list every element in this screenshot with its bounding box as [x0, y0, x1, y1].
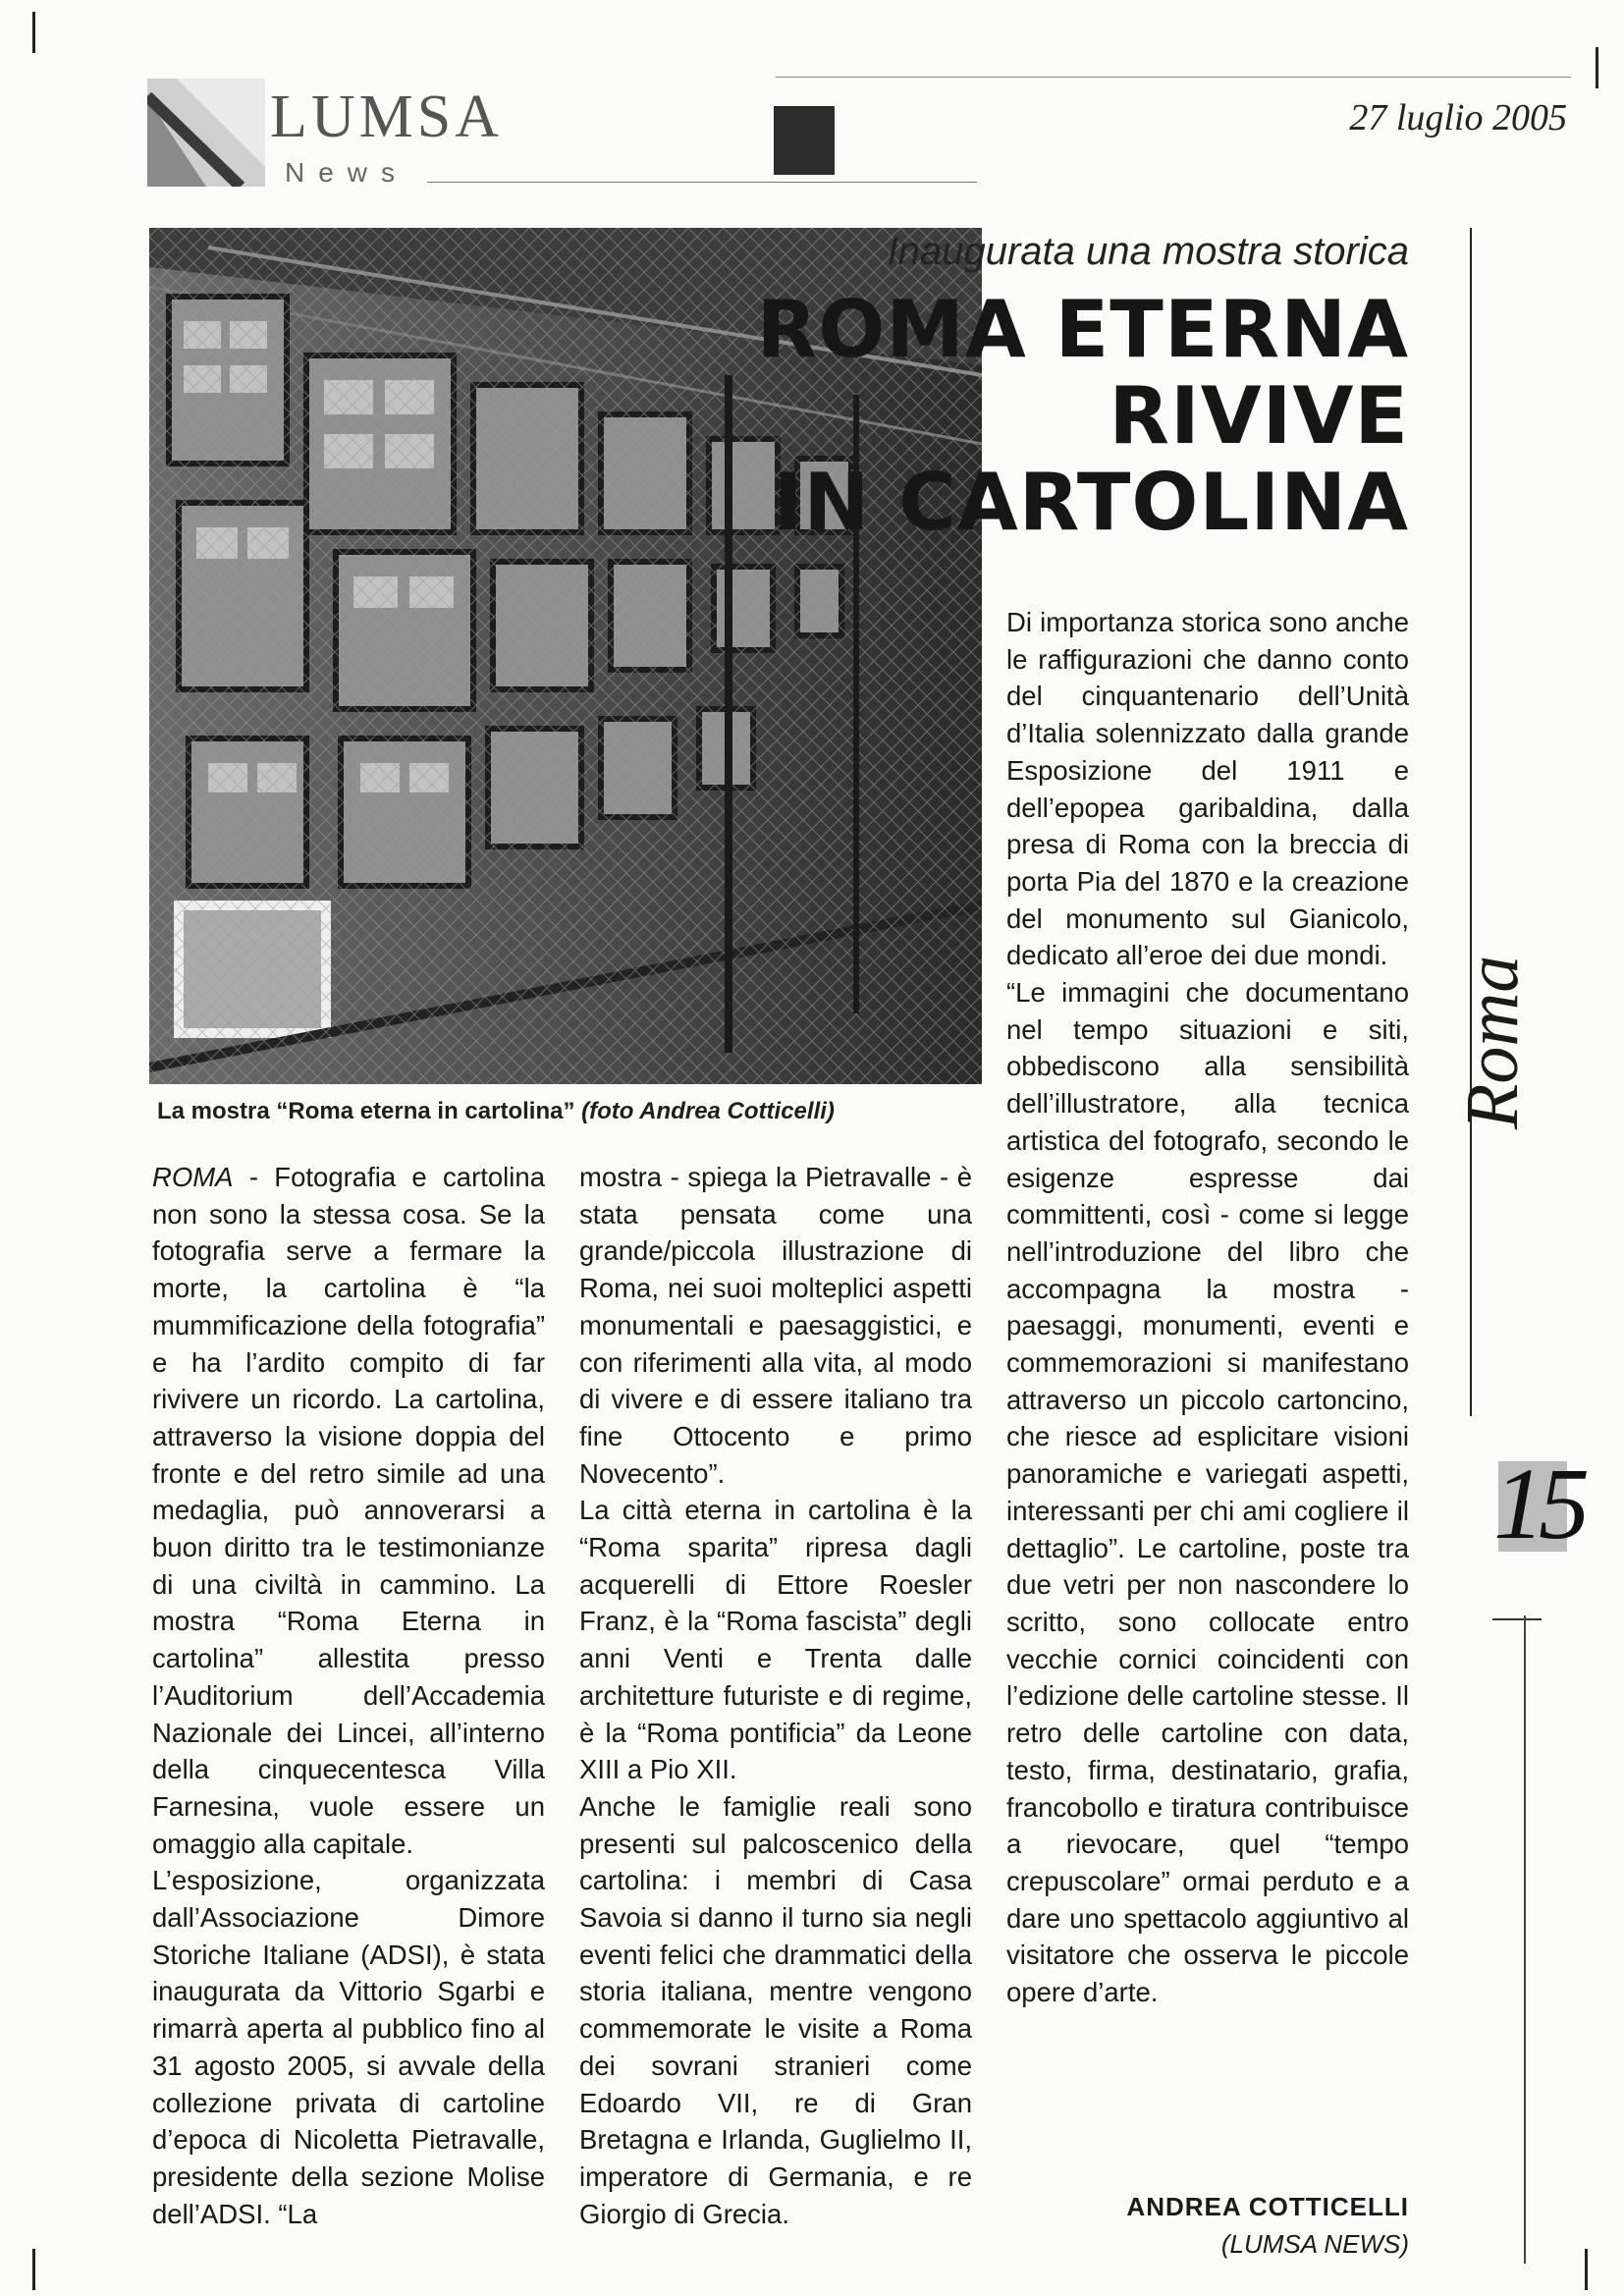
article-column-2	[579, 1159, 972, 2232]
scan-mark-top-left	[32, 12, 35, 53]
scan-mark-bottom-right	[1585, 2249, 1588, 2290]
headline-line-3: IN CARTOLINA	[773, 457, 1409, 548]
caption-credit: (foto Andrea Cotticelli)	[581, 1098, 835, 1124]
paragraph-text: - Fotografia e cartolina non sono la stessa cosa. Se la fotografia serve a fermare la morte, la cartolina è “la mummificazione della fotografia” e ha l’ardito compito di far rivivere un ricordo. La cartolina, attraverso la visione doppia del fronte e del retro simile ad una medaglia, può annoverarsi a buon diritto tra le testimonianze di una civiltà in cammino. La mostra “Roma Eterna in cartolina” allestita presso l’Auditorium dell’Accademia Nazionale dei Lincei, all’interno della cinquecentesca Villa Farnesina, vuole essere un omaggio alla capitale.	[152, 1162, 545, 1859]
page-number: 15	[1493, 1448, 1584, 1560]
logo-wordmark: LUMSA	[270, 83, 504, 150]
paragraph: “Le immagini che documentano nel tempo situazioni e siti, obbediscono alla sensibilità dell’illustratore, alla tecnica artistica del fotografo, secondo le esigenze espresse dai committenti, così - come si legge nell’introduzione del libro che accompagna la mostra - paesaggi, monumenti, eventi e commemorazioni si manifestano attraverso un piccolo cartoncino, che riesce ad esplicitare visioni panoramiche e variegati aspetti, interessanti per chi ami cogliere il dettaglio”. Le cartoline, poste tra due vetri per non nascondere lo scritto, sono collocate entro vecchie cornici coincidenti con l’edizione delle cartoline stesse. Il retro delle cartoline con data, testo, firma, destinatario, grafia, francobollo e tiratura contribuisce a rievocare, quel “tempo crepuscolare” ormai perduto e a dare uno spettacolo aggiuntivo al visitatore che osserva le piccole opere d’arte.	[1006, 977, 1409, 2008]
headline-line-1: ROMA ETERNA	[756, 284, 1409, 375]
dateline: ROMA	[152, 1162, 234, 1192]
logo-subtitle: News	[285, 157, 409, 188]
lumsa-news-logo	[147, 79, 504, 196]
top-rule	[776, 77, 1571, 78]
scan-mark-top-right	[1596, 47, 1598, 88]
article-column-1	[152, 1159, 545, 2232]
page-number-rule	[1492, 1618, 1542, 1620]
scan-mark-bottom-left	[32, 2249, 35, 2290]
photo-caption	[157, 1098, 982, 1125]
section-label: Roma	[1451, 955, 1534, 1129]
paragraph: L’esposizione, organizzata dall’Associazione Dimore Storiche Italiane (ADSI), è stata inaugurata da Vittorio Sgarbi e rimarrà aperta al pubblico fino al 31 agosto 2005, si avvale della collezione privata di cartoline d’epoca di Nicoletta Pietravalle, presidente della sezione Molise dell’ADSI. “La	[152, 1865, 545, 2229]
byline-author: ANDREA COTTICELLI	[1126, 2192, 1409, 2221]
article-column-3	[1006, 604, 1409, 2011]
byline-publication: (LUMSA NEWS)	[1220, 2229, 1409, 2259]
article-kicker: Inaugurata una mostra storica	[887, 230, 1409, 273]
paragraph: Di importanza storica sono anche le raffigurazioni che danno conto del cinquantenario dell’Unità d’Italia solennizzato dalla grande Esposizione del 1911 e dell’epopea garibaldina, dalla presa di Roma con la breccia di porta Pia del 1870 e la creazione del monumento sul Gianicolo, dedicato all’eroe dei due mondi.	[1006, 607, 1409, 971]
header-square	[774, 106, 835, 175]
paragraph: mostra - spiega la Pietravalle - è stata pensata come una grande/piccola illustrazione di Roma, nei suoi molteplici aspetti monumentali e paesaggistici, e con riferimenti alla vita, al modo di vivere e di essere italiano tra fine Ottocento e primo Novecento”.	[579, 1162, 972, 1489]
paragraph: Anche le famiglie reali sono presenti sul palcoscenico della cartolina: i membri di Casa Savoia si danno il turno sia negli eventi felici che drammatici della storia italiana, mentre vengono commemorate le visite a Roma dei sovrani stranieri come Edoardo VII, re di Gran Bretagna e Irlanda, Guglielmo II, imperatore di Germania, e re Giorgio di Grecia.	[579, 1790, 972, 2229]
caption-text: La mostra “Roma eterna in cartolina”	[157, 1098, 582, 1124]
paragraph: La città eterna in cartolina è la “Roma sparita” ripresa dagli acquerelli di Ettore Roesler Franz, è la “Roma fascista” degli anni Venti e Trenta dalle architetture futuriste e di regime, è la “Roma pontificia” da Leone XIII a Pio XII.	[579, 1495, 972, 1785]
headline-line-2: RIVIVE	[1109, 370, 1409, 462]
byline	[1006, 2188, 1409, 2263]
masthead-rule	[427, 182, 977, 183]
article-headline	[687, 284, 1409, 548]
rail-rule-bottom	[1524, 1615, 1526, 2264]
logo-mark-icon	[147, 79, 265, 187]
issue-date: 27 luglio 2005	[1349, 97, 1567, 138]
page-number-badge	[1485, 1448, 1584, 1569]
rail-rule-top	[1470, 228, 1472, 1416]
paragraph	[152, 1159, 545, 1862]
